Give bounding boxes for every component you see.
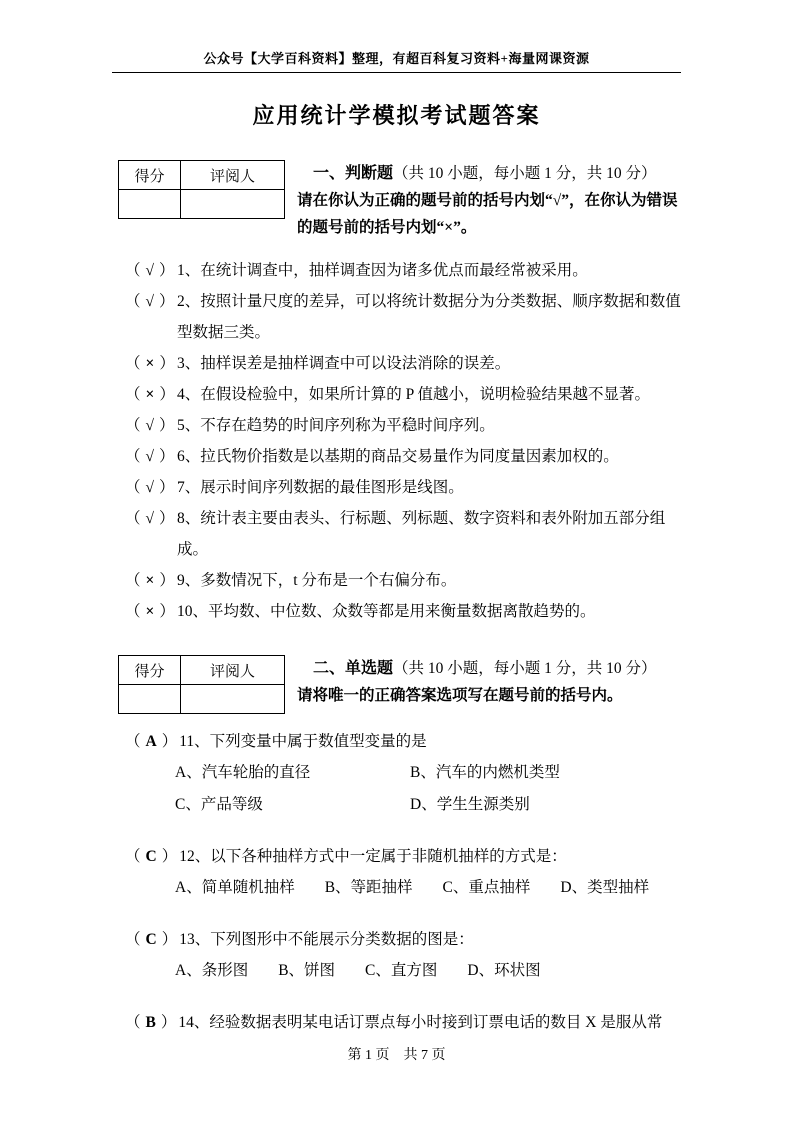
- answer-value: C: [145, 848, 157, 865]
- answer-value: ×: [145, 386, 155, 403]
- section1-heading: [297, 160, 680, 187]
- option-a: A、汽车轮胎的直径: [175, 764, 311, 781]
- section1-title: 一、判断题: [313, 165, 394, 182]
- paren-close: ）: [159, 448, 175, 465]
- paren-open: （: [125, 931, 141, 948]
- mc-question-head: [125, 841, 685, 872]
- mc-question-11: [125, 726, 685, 821]
- answer-value: B: [145, 1014, 156, 1031]
- judgment-question-list: [125, 255, 683, 627]
- question-text: 6、拉氏物价指数是以基期的商品交易量作为同度量因素加权的。: [177, 448, 619, 465]
- paren-open: （: [125, 293, 141, 310]
- option-a: A、条形图: [175, 962, 249, 979]
- question-stem: 13、下列图形中不能展示分类数据的图是：: [179, 931, 474, 948]
- answer-mark: [125, 255, 175, 286]
- question-text: 7、展示时间序列数据的最佳图形是线图。: [177, 479, 464, 496]
- paren-close: ）: [159, 479, 175, 496]
- question-text: 5、不存在趋势的时间序列称为平稳时间序列。: [177, 417, 495, 434]
- mc-question-head: [125, 924, 685, 955]
- score-value-cell: [119, 685, 181, 714]
- section2-meta: （共 10 小题，每小题 1 分，共 10 分）: [393, 660, 657, 677]
- options-row: [175, 872, 685, 904]
- score-table-1: [118, 160, 285, 219]
- paren-open: （: [125, 355, 141, 372]
- question-text: 8、统计表主要由表头、行标题、列标题、数字资料和表外附加五部分组成。: [177, 510, 666, 558]
- section1-meta: （共 10 小题，每小题 1 分，共 10 分）: [393, 165, 657, 182]
- answer-mark: [125, 410, 175, 441]
- judgment-question-7: [125, 472, 683, 503]
- score-table-2: [118, 655, 285, 714]
- reviewer-value-cell: [181, 685, 285, 714]
- question-text: 9、多数情况下，t 分布是一个右偏分布。: [177, 572, 457, 589]
- paren-close: ）: [159, 386, 175, 403]
- answer-mark: [125, 286, 175, 348]
- paren-open: （: [125, 572, 141, 589]
- answer-mark: [125, 565, 175, 596]
- paren-close: ）: [159, 603, 175, 620]
- paren-close: ）: [161, 733, 178, 750]
- section1-header-block: [118, 160, 680, 241]
- answer-value: ×: [145, 603, 155, 620]
- question-stem: 14、经验数据表明某电话订票点每小时接到订票电话的数目 X 是服从常: [178, 1014, 663, 1031]
- mc-question-head: [125, 726, 685, 757]
- option-b: B、汽车的内燃机类型: [410, 764, 560, 781]
- score-label-cell: 得分: [119, 656, 181, 685]
- answer-value: √: [145, 479, 155, 496]
- mc-question-14: [125, 1007, 685, 1038]
- paren-close: ）: [159, 510, 175, 527]
- paren-close: ）: [159, 355, 175, 372]
- paren-close: ）: [161, 848, 178, 865]
- answer-value: √: [145, 510, 155, 527]
- question-text: 3、抽样误差是抽样调查中可以设法消除的误差。: [177, 355, 511, 372]
- paren-close: ）: [160, 1014, 177, 1031]
- answer-value: √: [145, 448, 155, 465]
- option-d: D、类型抽样: [560, 879, 650, 896]
- question-text: 2、按照计量尺度的差异，可以将统计数据分为分类数据、顺序数据和数值型数据三类。: [177, 293, 681, 341]
- page-footer: 第 1 页 共 7 页: [347, 1048, 446, 1063]
- section2-heading: [297, 655, 680, 682]
- options-grid: [175, 757, 685, 821]
- judgment-question-9: [125, 565, 683, 596]
- score-value-cell: [119, 190, 181, 219]
- answer-value: √: [145, 262, 155, 279]
- answer-mark: [125, 348, 175, 379]
- header-text: 公众号【大学百科资料】整理，有超百科复习资料+海量网课资源: [203, 51, 590, 66]
- answer-mark: [125, 472, 175, 503]
- question-stem: 12、以下各种抽样方式中一定属于非随机抽样的方式是：: [179, 848, 567, 865]
- paren-open: （: [125, 386, 141, 403]
- option-c: C、直方图: [365, 962, 438, 979]
- judgment-question-10: [125, 596, 683, 627]
- score-label-cell: 得分: [119, 161, 181, 190]
- reviewer-label-cell: 评阅人: [181, 161, 285, 190]
- paren-open: （: [125, 448, 141, 465]
- answer-mark: [125, 441, 175, 472]
- section2-header-block: [118, 655, 680, 714]
- reviewer-label-cell: 评阅人: [181, 656, 285, 685]
- paren-open: （: [125, 510, 141, 527]
- judgment-question-2: [125, 286, 683, 348]
- paren-close: ）: [159, 262, 175, 279]
- paren-close: ）: [161, 931, 178, 948]
- answer-value: C: [145, 931, 157, 948]
- answer-value: √: [145, 293, 155, 310]
- answer-mark: [125, 596, 175, 627]
- paren-close: ）: [159, 293, 175, 310]
- options-row: [175, 955, 685, 987]
- judgment-question-4: [125, 379, 683, 410]
- multiple-choice-list: [125, 726, 685, 1038]
- answer-value: A: [145, 733, 157, 750]
- paren-close: ）: [159, 417, 175, 434]
- page-header: [0, 0, 793, 73]
- answer-value: ×: [145, 572, 155, 589]
- judgment-question-1: [125, 255, 683, 286]
- judgment-question-8: [125, 503, 683, 565]
- question-stem: 11、下列变量中属于数值型变量的是: [179, 733, 427, 750]
- option-a: A、简单随机抽样: [175, 879, 295, 896]
- page-title: 应用统计学模拟考试题答案: [252, 103, 541, 128]
- header-divider: [112, 72, 681, 73]
- section2-instructions: 请将唯一的正确答案选项写在题号前的括号内。: [297, 687, 623, 704]
- reviewer-value-cell: [181, 190, 285, 219]
- paren-open: （: [125, 479, 141, 496]
- option-c: C、重点抽样: [442, 879, 531, 896]
- paren-open: （: [125, 1014, 141, 1031]
- answer-mark: [125, 924, 177, 955]
- section1-intro: [297, 160, 680, 241]
- paren-open: （: [125, 262, 141, 279]
- paren-open: （: [125, 733, 141, 750]
- answer-mark: [125, 1007, 176, 1038]
- judgment-question-5: [125, 410, 683, 441]
- paren-open: （: [125, 603, 141, 620]
- answer-mark: [125, 726, 177, 757]
- section1-instructions: 请在你认为正确的题号前的括号内划“√”，在你认为错误的题号前的括号内划“×”。: [297, 192, 678, 236]
- question-text: 1、在统计调查中，抽样调查因为诸多优点而最经常被采用。: [177, 262, 588, 279]
- paren-close: ）: [159, 572, 175, 589]
- paren-open: （: [125, 417, 141, 434]
- answer-mark: [125, 503, 175, 565]
- question-text: 10、平均数、中位数、众数等都是用来衡量数据离散趋势的。: [177, 603, 596, 620]
- mc-question-head: [125, 1007, 685, 1038]
- answer-value: √: [145, 417, 155, 434]
- mc-question-13: [125, 924, 685, 987]
- paren-open: （: [125, 848, 141, 865]
- judgment-question-6: [125, 441, 683, 472]
- mc-question-12: [125, 841, 685, 904]
- question-text: 4、在假设检验中，如果所计算的 P 值越小，说明检验结果越不显著。: [177, 386, 651, 403]
- answer-mark: [125, 841, 177, 872]
- option-b: B、饼图: [278, 962, 336, 979]
- option-c: C、产品等级: [175, 796, 263, 813]
- answer-mark: [125, 379, 175, 410]
- section2-title: 二、单选题: [313, 660, 394, 677]
- judgment-question-3: [125, 348, 683, 379]
- section2-intro: [297, 655, 680, 709]
- option-d: D、学生生源类别: [410, 796, 530, 813]
- option-d: D、环状图: [467, 962, 541, 979]
- answer-value: ×: [145, 355, 155, 372]
- option-b: B、等距抽样: [324, 879, 413, 896]
